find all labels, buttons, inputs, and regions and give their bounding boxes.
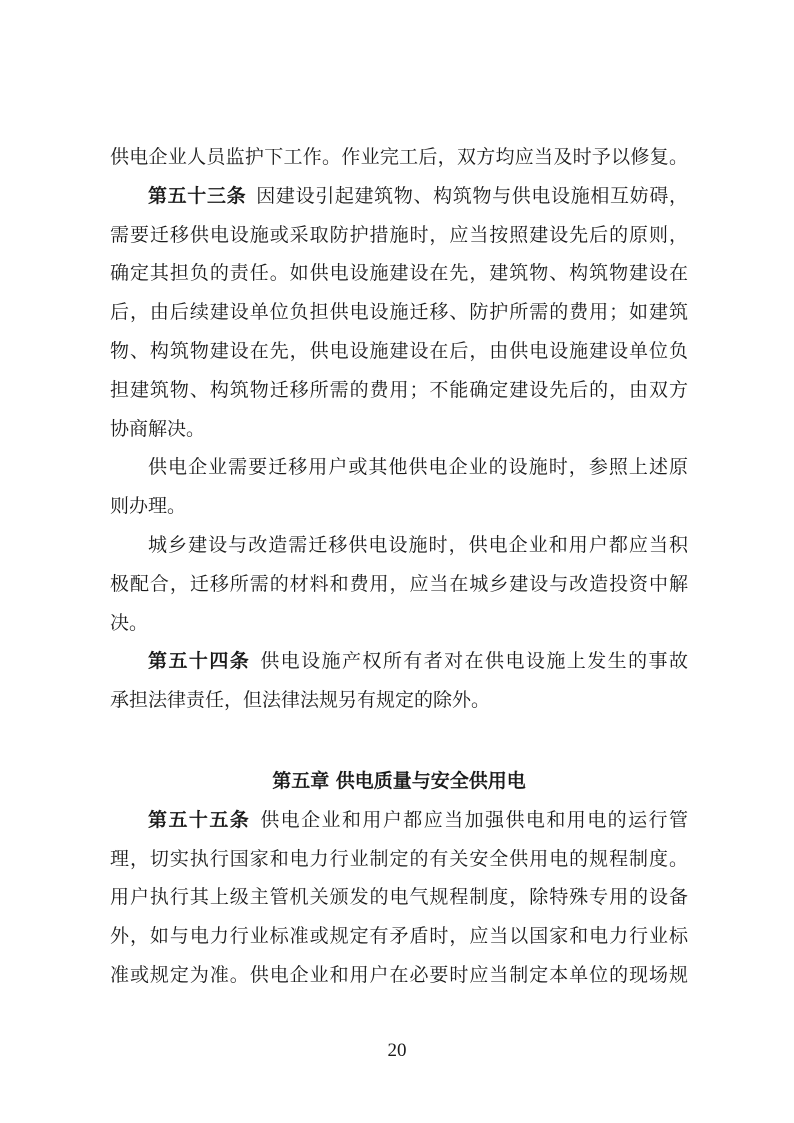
article-53-heading: 第五十三条 xyxy=(148,184,247,207)
chapter-heading: 第五章 供电质量与安全供用电 xyxy=(272,769,526,792)
text-span: 供电企业和用户都应当加强供电和用电的运行管 xyxy=(260,808,688,831)
text-line: 担建筑物、构筑物迁移所需的费用；不能确定建设先后的，由双方 xyxy=(110,378,688,401)
text-line: 物、构筑物建设在先，供电设施建设在后，由供电设施建设单位负 xyxy=(110,339,688,362)
paragraph-line: 供电企业需要迁移用户或其他供电企业的设施时，参照上述原 xyxy=(148,456,688,479)
text-line: 供电企业人员监护下工作。作业完工后，双方均应当及时予以修复。 xyxy=(110,146,688,168)
document-body xyxy=(110,138,688,995)
text-line: 外，如与电力行业标准或规定有矛盾时，应当以国家和电力行业标 xyxy=(110,925,688,948)
text-span: 因建设引起建筑物、构筑物与供电设施相互妨碍， xyxy=(256,184,688,207)
text-line: 协商解决。 xyxy=(110,417,206,440)
text-line: 极配合，迁移所需的材料和费用，应当在城乡建设与改造投资中解 xyxy=(110,572,688,595)
article-54-heading: 第五十四条 xyxy=(148,650,251,673)
text-span: 供电设施产权所有者对在供电设施上发生的事故 xyxy=(260,650,688,673)
text-line: 需要迁移供电设施或采取防护措施时，应当按照建设先后的原则， xyxy=(110,223,688,246)
text-line: 确定其担负的责任。如供电设施建设在先，建筑物、构筑物建设在 xyxy=(110,262,688,285)
paragraph-line: 城乡建设与改造需迁移供电设施时，供电企业和用户都应当积 xyxy=(148,533,688,556)
page-number: 20 xyxy=(387,1040,407,1061)
article-55-line xyxy=(110,801,688,840)
article-54-line xyxy=(110,642,688,681)
text-line: 后，由后续建设单位负担供电设施迁移、防护所需的费用；如建筑 xyxy=(110,301,688,324)
text-line: 用户执行其上级主管机关颁发的电气规程制度，除特殊专用的设备 xyxy=(110,886,688,909)
chapter-spacer xyxy=(110,720,688,762)
article-53-line xyxy=(110,177,688,216)
text-line: 理，切实执行国家和电力行业制定的有关安全供用电的规程制度。 xyxy=(110,847,688,870)
text-line: 承担法律责任，但法律法规另有规定的除外。 xyxy=(110,689,491,712)
article-55-heading: 第五十五条 xyxy=(148,808,251,831)
text-line: 决。 xyxy=(110,611,149,634)
text-line: 则办理。 xyxy=(110,495,187,518)
text-line: 准或规定为准。供电企业和用户在必要时应当制定本单位的现场规 xyxy=(110,963,688,986)
